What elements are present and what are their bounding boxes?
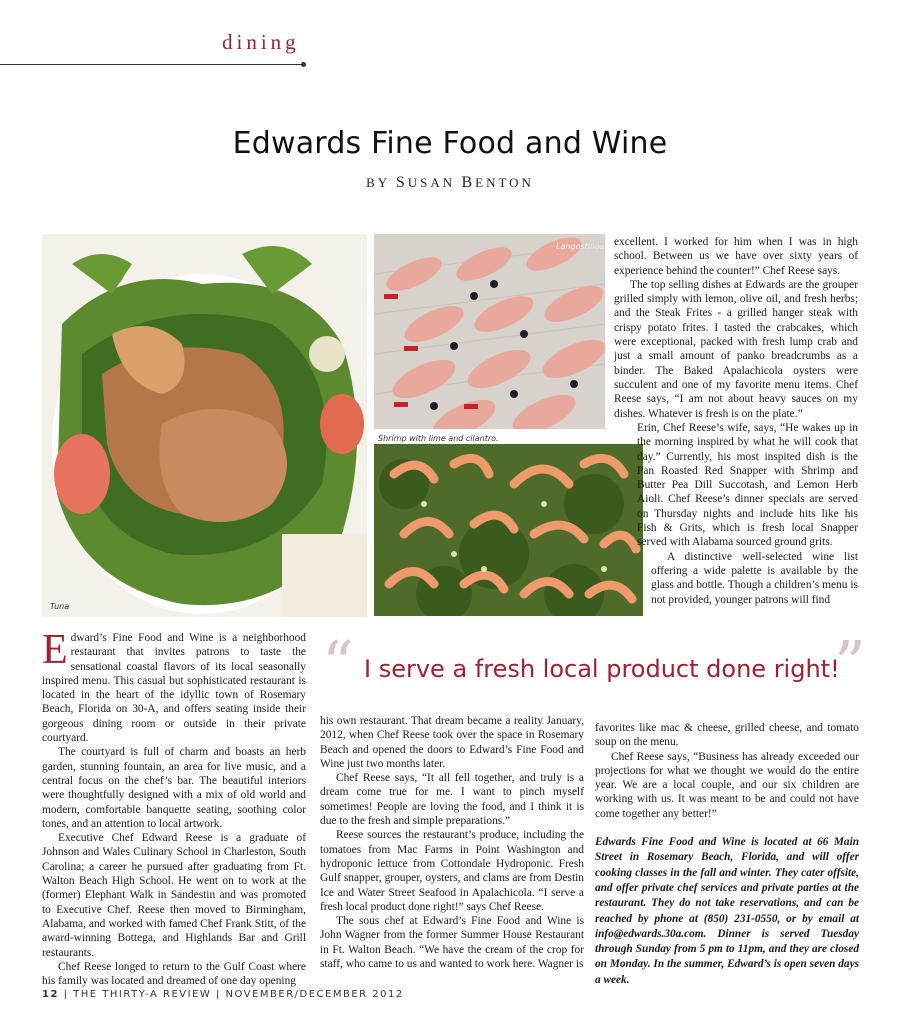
lead-paragraph-text: dward’s Fine Food and Wine is a neighborhood restaurant that invites patrons to taste the sensational coastal flavors of its local seasonally inspired menu. This casual but sophisticated restaurant is located in the heart of the idyllic town of Rosemary Beach, Florida on 30-A, and offers seating inside their gorgeous dining room or outside in their private courtyard. — [42, 632, 306, 745]
shrimp-photo — [374, 444, 643, 616]
footer-separator: | — [215, 989, 221, 1000]
byline — [0, 174, 900, 192]
langostinos-photo — [374, 234, 605, 429]
lead-paragraph — [42, 627, 306, 745]
column-top-right — [614, 235, 858, 421]
drop-cap: E — [42, 627, 68, 673]
paragraph: his own restaurant. That dream became a reality January, 2012, when Chef Reese took over the space in Rosemary Beach and opened the doors to Edward’s Fine Food and Wine just two months later. — [320, 715, 584, 770]
column-right — [595, 721, 859, 988]
byline-last-initial: B — [461, 174, 476, 191]
paragraph: Chef Reese says, “It all fell together, and truly is a dream come true for me. I want to pinch myself sometimes! People are loving the food, and I think it is due to the fresh and simple preparations.” — [320, 772, 584, 828]
tuna-caption: Tuna — [50, 602, 70, 611]
issue-date: NOVEMBER/DECEMBER 2012 — [225, 989, 404, 1000]
paragraph: Chef Reese longed to return to the Gulf Coast where his family was located and dreamed of one day opening — [42, 960, 306, 988]
paragraph: The sous chef at Edward’s Fine Food and Wine is John Wagner from the former Summer House Restaurant in Ft. Walton Beach. “We have the cream of the crop for staff, who came to us and wanted to work here. Wagner is — [320, 915, 584, 971]
shrimp-caption: Shrimp with lime and cilantro. — [378, 434, 499, 443]
byline-prefix: BY — [366, 175, 390, 190]
paragraph: The top selling dishes at Edwards are the grouper grilled simply with lemon, olive oil, and fresh herbs; and the Steak Frites - a grilled hanger steak with crispy potato frites. I tasted the crabcakes, which were exceptional, packed with fresh lump crab and just a small amount of panko breadcrumbs as a binder. The Baked Apalachicola oysters were succulent and one of my favorite menu items. Chef Reese says, “I am not about heavy sauces on my dishes. Whatever is fresh is on the plate.” — [614, 278, 858, 420]
byline-last-rest: ENTON — [475, 175, 534, 190]
langostinos-caption: Langostinos — [556, 242, 605, 251]
column-middle — [320, 714, 584, 971]
section-rule — [0, 64, 303, 65]
paragraph: Erin, Chef Reese’s wife, says, “He wakes up in the morning inspired by what he will cook that day.” Currently, his most inspited dish is the Pan Roasted Red Snapper with Shrimp and Butter Pea Dill Succotash, and Lemon Herb Aioli. Chef Reese’s dinner specials are served on Thursday nights and include hits like his Fish & Grits, which is fresh local Snapper served with Alabama sourced ground grits. — [637, 422, 858, 549]
column-top-right-indented — [637, 421, 858, 607]
byline-first-rest: USAN — [407, 175, 456, 190]
paragraph: A distinctive well-selected wine list offering a wide palette is available by the glass and bottle. Though a children’s menu is not provided, younger patrons will find — [651, 550, 858, 606]
paragraph: favorites like mac & cheese, grilled cheese, and tomato soup on the menu. — [595, 722, 859, 749]
page-number: 12 — [42, 989, 59, 1000]
publication-name: THE THIRTY-A REVIEW — [73, 989, 212, 1000]
footer-separator: | — [63, 989, 69, 1000]
tuna-photo — [42, 234, 367, 617]
paragraph: Reese sources the restaurant’s produce, including the tomatoes from Mac Farms in Point Washington and hydroponic lettuce from Cottondale Hydroponic. Fresh Gulf snapper, grouper, oysters, and clams are from Destin Ice and Water Street Seafood in Apalachicola. “I serve a fresh local product done right!” says Chef Reese. — [320, 829, 584, 913]
byline-first-initial: S — [395, 174, 408, 191]
pull-quote-text: I serve a fresh local product done right! — [364, 655, 840, 683]
column-left — [42, 627, 306, 988]
paragraph: Chef Reese says, “Business has already exceeded our projections for what we thought we would do the entire year. We are a local couple, and our six children are working with us. It was meant to be and could not have come together any better!” — [595, 750, 859, 820]
section-rule-dot — [301, 62, 306, 67]
paragraph: excellent. I worked for him when I was in high school. Between us we have over sixty years of experience behind the counter!” Chef Reese says. — [614, 236, 858, 277]
article-title: Edwards Fine Food and Wine — [232, 126, 668, 161]
page-footer — [42, 989, 404, 1000]
open-quote-mark: “ — [322, 627, 354, 700]
section-label: dining — [222, 30, 300, 54]
close-quote-mark: ” — [834, 627, 866, 700]
info-box: Edwards Fine Food and Wine is located at 66 Main Street in Rosemary Beach, Florida, and will offer cooking classes in the fall and winter. They cater offsite, and offer private chef services and private parties at the restaurant. They do not take reservations, and can be reached by phone at (850) 231-0550, or by email at info@edwards.30a.com. Dinner is served Tuesday through Sunday from 5 pm to 11pm, and they are closed on Monday. In the summer, Edward’s is open seven days a week. — [595, 836, 859, 986]
paragraph: The courtyard is full of charm and boasts an herb garden, stunning fountain, an area for live music, and a central focus on the chef’s bar. The beautiful interiors were thoughtfully designed with a mix of old world and modern, comfortable banquette seating, soothing color tones, and an attention to local artwork. — [42, 746, 306, 830]
pull-quote — [322, 627, 872, 700]
paragraph: Executive Chef Edward Reese is a graduate of Johnson and Wales Culinary School in Charleston, South Carolina; a career he pursued after graduating from Ft. Walton Beach High School. He went on to work at the (former) Elephant Walk in Sandestin and was promoted to Executive Chef. Reese then moved to Birmingham, Alabama, and worked with famed Chef Frank Stitt, of the award-winning Bottega, and Highlands Bar and Grill restaurants. — [42, 832, 306, 959]
